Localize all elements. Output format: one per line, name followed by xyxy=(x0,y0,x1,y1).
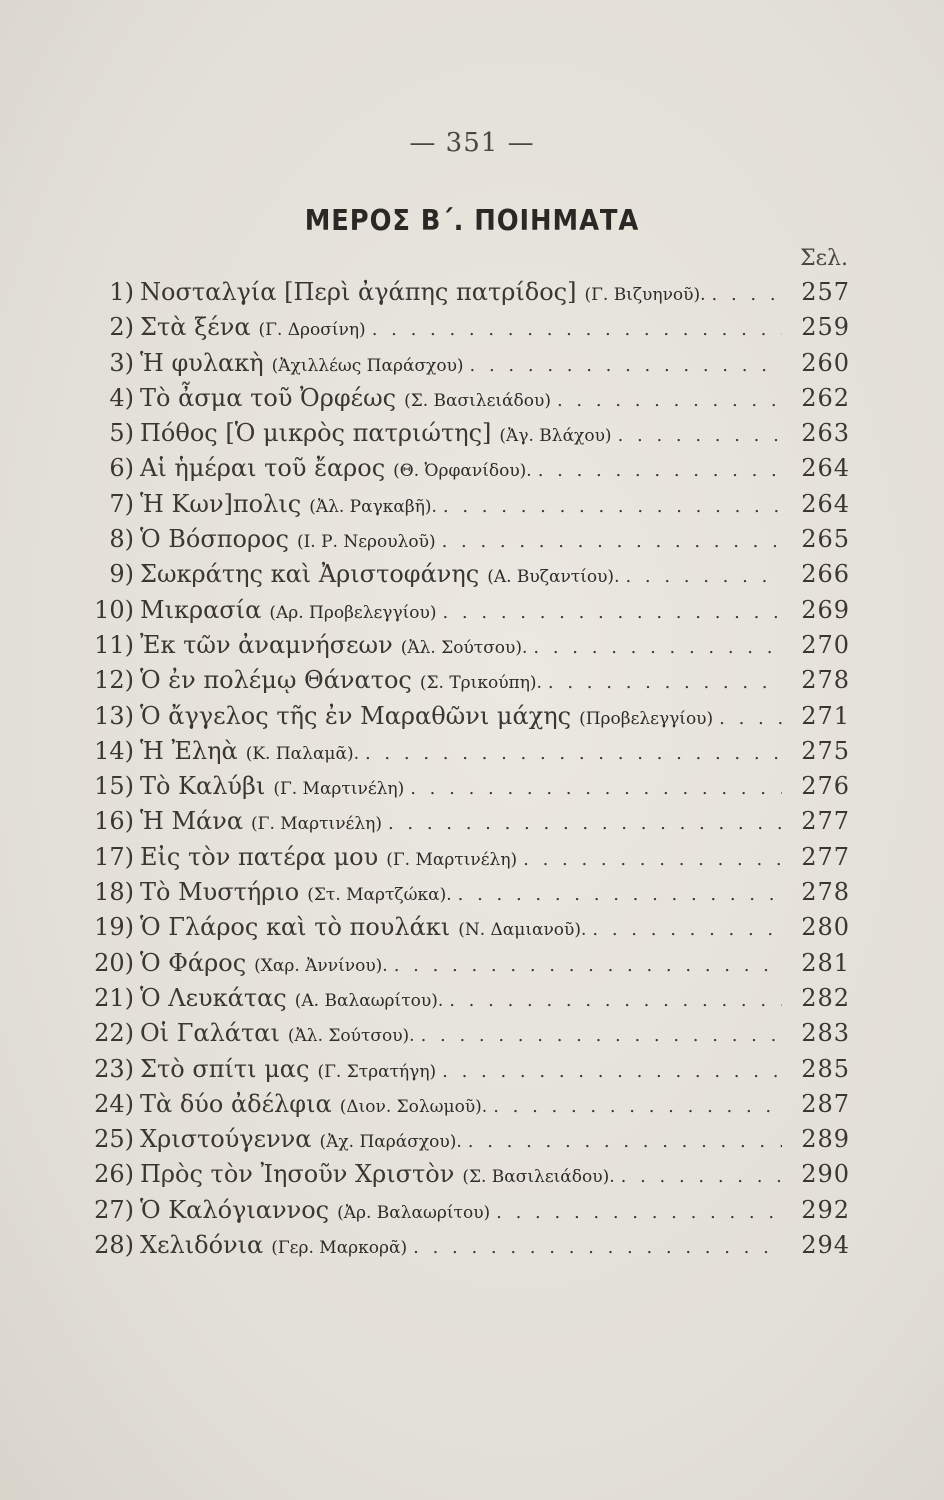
toc-entry xyxy=(78,1160,850,1195)
entry-page: 271 xyxy=(801,701,850,730)
entry-title: Ἐκ τῶν ἀναμνήσεων xyxy=(140,630,393,659)
entry-title: Τὸ Μυστήριο xyxy=(140,878,300,907)
dot-leader xyxy=(468,1131,782,1152)
entry-page: 275 xyxy=(801,736,850,765)
entry-number: 25) xyxy=(94,1125,134,1154)
entry-title: Ὁ Καλόγιαννος xyxy=(140,1195,330,1224)
toc-entry xyxy=(78,1125,850,1160)
entry-author: (Στ. Μαρτζώκα). xyxy=(307,885,452,906)
entry-page: 260 xyxy=(801,348,850,377)
entry-title: Μικρασία xyxy=(140,595,262,624)
entry-author: (Χαρ. Ἀννίνου). xyxy=(254,955,388,976)
entry-number: 7) xyxy=(109,489,134,518)
toc-entry xyxy=(78,1090,850,1125)
entry-number: 28) xyxy=(94,1231,134,1260)
entry-author: (Σ. Τρικούπη). xyxy=(419,673,542,694)
entry-title: Τὰ δύο ἀδέλφια xyxy=(140,1089,332,1118)
entry-page: 289 xyxy=(801,1125,850,1154)
entry-number: 20) xyxy=(94,948,134,977)
toc-entry xyxy=(78,560,850,595)
entry-title: Τὸ ἆσμα τοῦ Ὀρφέως xyxy=(140,383,397,412)
entry-title: Νοσταλγία [Περὶ ἀγάπης πατρίδος] xyxy=(140,278,577,306)
dot-leader xyxy=(719,708,782,729)
page-column-header: Σελ. xyxy=(800,246,848,271)
entry-number: 15) xyxy=(94,772,134,801)
entry-number: 14) xyxy=(94,736,134,765)
toc-entry xyxy=(78,1196,850,1231)
entry-title: Ὁ Λευκάτας xyxy=(140,983,287,1012)
entry-title: Ἡ Ἐληὰ xyxy=(140,736,238,765)
entry-page: 263 xyxy=(801,419,850,448)
toc-entry xyxy=(78,454,850,489)
entry-number: 17) xyxy=(94,842,134,871)
entry-page: 281 xyxy=(801,948,850,977)
entry-title: Στὸ σπίτι μας xyxy=(140,1054,310,1083)
section-title: ΜΕΡΟΣ Β΄. ΠΟΙΗΜΑΤΑ xyxy=(304,204,640,237)
table-of-contents xyxy=(78,278,850,1266)
toc-entry xyxy=(78,419,850,454)
entry-page: 277 xyxy=(801,807,850,836)
entry-page: 287 xyxy=(801,1089,850,1118)
entry-page: 257 xyxy=(801,278,850,306)
entry-number: 3) xyxy=(109,348,134,377)
toc-entry xyxy=(78,666,850,701)
dot-leader xyxy=(538,460,782,481)
entry-page: 283 xyxy=(801,1019,850,1048)
entry-page: 262 xyxy=(801,383,850,412)
dot-leader xyxy=(365,743,782,764)
dot-leader xyxy=(621,1166,782,1187)
toc-entry xyxy=(78,878,850,913)
entry-title: Στὰ ξένα xyxy=(140,313,251,342)
entry-title: Ὁ Φάρος xyxy=(140,948,247,977)
entry-number: 12) xyxy=(94,666,134,695)
dot-leader xyxy=(421,1025,782,1046)
entry-number: 26) xyxy=(94,1160,134,1189)
entry-number: 24) xyxy=(94,1089,134,1118)
entry-number: 18) xyxy=(94,878,134,907)
entry-number: 27) xyxy=(94,1195,134,1224)
entry-author: (Ἀχ. Παράσχου). xyxy=(319,1132,462,1153)
toc-entry xyxy=(78,807,850,842)
toc-entry xyxy=(78,843,850,878)
entry-title: Εἰς τὸν πατέρα μου xyxy=(140,842,379,871)
dot-leader xyxy=(442,1061,782,1082)
page-number: — 351 — xyxy=(409,128,535,158)
toc-entry xyxy=(78,984,850,1019)
toc-entry xyxy=(78,384,850,419)
dot-leader xyxy=(388,813,782,834)
entry-page: 277 xyxy=(801,842,850,871)
entry-title: Πρὸς τὸν Ἰησοῦν Χριστὸν xyxy=(140,1160,455,1189)
entry-number: 2) xyxy=(109,313,134,342)
entry-author: (Ἀχιλλέως Παράσχου) xyxy=(271,355,464,376)
dot-leader xyxy=(442,602,782,623)
dot-leader xyxy=(442,531,782,552)
entry-page: 265 xyxy=(801,525,850,554)
entry-title: Ἡ φυλακὴ xyxy=(140,348,264,377)
dot-leader xyxy=(413,1237,782,1258)
entry-author: (Ἀλ. Ραγκαβῆ). xyxy=(309,496,437,517)
entry-author: (Σ. Βασιλειάδου). xyxy=(462,1167,615,1188)
dot-leader xyxy=(557,390,782,411)
entry-page: 264 xyxy=(801,489,850,518)
toc-entry xyxy=(78,278,850,313)
entry-page: 290 xyxy=(801,1160,850,1189)
entry-author: (Προβελεγγίου) xyxy=(579,708,714,729)
entry-author: (Α. Βαλαωρίτου). xyxy=(294,990,444,1011)
entry-title: Τὸ Καλύβι xyxy=(140,772,266,801)
toc-entry xyxy=(78,1231,850,1266)
dot-leader xyxy=(496,1202,782,1223)
dot-leader xyxy=(372,319,782,340)
entry-page: 259 xyxy=(801,313,850,342)
dot-leader xyxy=(449,990,782,1011)
toc-entry xyxy=(78,772,850,807)
entry-number: 6) xyxy=(109,454,134,483)
entry-title: Ὁ ἄγγελος τῆς ἐν Μαραθῶνι μάχης xyxy=(140,701,572,730)
dot-leader xyxy=(548,672,782,693)
toc-entry xyxy=(78,313,850,348)
entry-author: (Γ. Μαρτινέλη) xyxy=(251,814,382,835)
entry-page: 264 xyxy=(801,454,850,483)
entry-number: 5) xyxy=(109,419,134,448)
dot-leader xyxy=(443,496,782,517)
dot-leader xyxy=(470,355,782,376)
entry-author: (Γ. Στρατήγη) xyxy=(317,1061,437,1082)
entry-author: (Γερ. Μαρκορᾶ) xyxy=(271,1238,408,1259)
entry-number: 19) xyxy=(94,913,134,942)
entry-number: 13) xyxy=(94,701,134,730)
entry-page: 285 xyxy=(801,1054,850,1083)
entry-author: (Α. Βυζαντίου). xyxy=(487,567,620,588)
entry-page: 270 xyxy=(801,630,850,659)
entry-number: 8) xyxy=(109,525,134,554)
dot-leader xyxy=(712,284,782,305)
entry-number: 4) xyxy=(109,383,134,412)
entry-author: (Ἀρ. Βαλαωρίτου) xyxy=(337,1202,491,1223)
toc-entry xyxy=(78,490,850,525)
toc-entry xyxy=(78,1055,850,1090)
dot-leader xyxy=(493,1096,782,1117)
toc-entry xyxy=(78,913,850,948)
entry-number: 16) xyxy=(94,807,134,836)
entry-author: (Ἀγ. Βλάχου) xyxy=(499,426,612,447)
entry-author: (Ν. Δαμιανοῦ). xyxy=(458,920,587,941)
entry-number: 11) xyxy=(94,630,134,659)
entry-page: 280 xyxy=(801,913,850,942)
entry-author: (Ι. Ρ. Νερουλοῦ) xyxy=(296,532,436,553)
entry-title: Χριστούγεννα xyxy=(140,1125,312,1154)
entry-page: 266 xyxy=(801,560,850,589)
dot-leader xyxy=(592,919,782,940)
entry-title: Αἱ ἡμέραι τοῦ ἔαρος xyxy=(140,454,386,483)
entry-title: Σωκράτης καὶ Ἀριστοφάνης xyxy=(140,560,480,589)
entry-author: (Γ. Δροσίνη) xyxy=(258,320,366,341)
entry-author: (Διον. Σολωμοῦ). xyxy=(339,1096,488,1117)
dot-leader xyxy=(410,778,782,799)
entry-page: 292 xyxy=(801,1195,850,1224)
toc-entry xyxy=(78,525,850,560)
entry-author: (Αρ. Προβελεγγίου) xyxy=(269,602,437,623)
toc-entry xyxy=(78,949,850,984)
toc-entry xyxy=(78,349,850,384)
toc-entry xyxy=(78,596,850,631)
entry-number: 1) xyxy=(109,278,134,306)
entry-title: Χελιδόνια xyxy=(140,1231,264,1260)
entry-title: Οἱ Γαλάται xyxy=(140,1019,280,1048)
entry-title: Ἡ Μάνα xyxy=(140,807,244,836)
entry-author: (Κ. Παλαμᾶ). xyxy=(245,743,359,764)
entry-page: 278 xyxy=(801,878,850,907)
entry-number: 10) xyxy=(94,595,134,624)
dot-leader xyxy=(618,425,782,446)
entry-author: (Θ. Ὀρφανίδου). xyxy=(393,461,532,482)
toc-entry xyxy=(78,737,850,772)
dot-leader xyxy=(458,884,782,905)
entry-page: 269 xyxy=(801,595,850,624)
dot-leader xyxy=(533,637,782,658)
entry-author: (Γ. Μαρτινέλη) xyxy=(273,779,405,800)
dot-leader xyxy=(394,955,782,976)
entry-page: 294 xyxy=(801,1231,850,1260)
entry-number: 23) xyxy=(94,1054,134,1083)
entry-title: Πόθος [Ὁ μικρὸς πατριώτης] xyxy=(140,419,492,448)
entry-page: 278 xyxy=(801,666,850,695)
entry-number: 22) xyxy=(94,1019,134,1048)
toc-entry xyxy=(78,1019,850,1054)
entry-author: (Σ. Βασιλειάδου) xyxy=(404,390,551,411)
entry-title: Ὁ Γλάρος καὶ τὸ πουλάκι xyxy=(140,913,451,942)
entry-number: 21) xyxy=(94,983,134,1012)
entry-author: (Γ. Βιζυηνοῦ). xyxy=(584,285,706,305)
entry-author: (Γ. Μαρτινέλη) xyxy=(386,849,518,870)
entry-title: Ὁ Βόσπορος xyxy=(140,525,289,554)
entry-author: (Ἀλ. Σούτσου). xyxy=(287,1026,415,1047)
entry-page: 282 xyxy=(801,983,850,1012)
entry-title: Ὁ ἐν πολέμῳ Θάνατος xyxy=(140,666,412,695)
dot-leader xyxy=(625,566,782,587)
entry-number: 9) xyxy=(109,560,134,589)
toc-entry xyxy=(78,702,850,737)
dot-leader xyxy=(523,849,782,870)
toc-entry xyxy=(78,631,850,666)
entry-title: Ἡ Κων]πολις xyxy=(140,489,302,518)
entry-author: (Ἀλ. Σούτσου). xyxy=(400,637,528,658)
entry-page: 276 xyxy=(801,772,850,801)
